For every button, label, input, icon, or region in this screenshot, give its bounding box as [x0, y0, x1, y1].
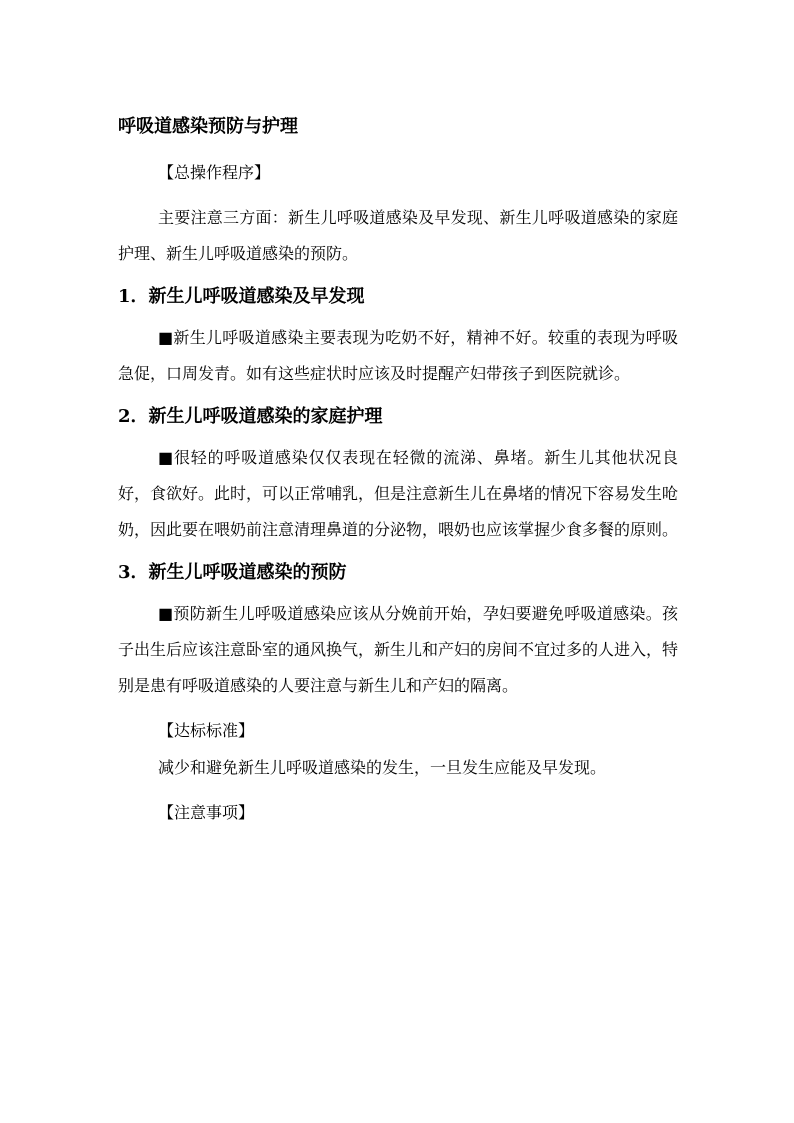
section-body: ■预防新生儿呼吸道感染应该从分娩前开始，孕妇要避免呼吸道感染。孩子出生后应该注意卧室的通风换气，新生儿和产妇的房间不宜过多的人进入，特别是患有呼吸道感染的人要注意与新生儿和产妇的隔离。	[118, 604, 679, 695]
section-heading: 2．新生儿呼吸道感染的家庭护理	[118, 406, 383, 427]
section-body: ■很轻的呼吸道感染仅仅表现在轻微的流涕、鼻堵。新生儿其他状况良好，食欲好。此时，可以正常哺乳，但是注意新生儿在鼻堵的情况下容易发生呛奶，因此要在喂奶前注意清理鼻道的分泌物，喂奶也应该掌握少食多餐的原则。	[118, 448, 679, 539]
intro-paragraph: 主要注意三方面：新生儿呼吸道感染及早发现、新生儿呼吸道感染的家庭护理、新生儿呼吸道感染的预防。	[118, 208, 678, 263]
section-1	[118, 278, 678, 392]
standard-paragraph: 减少和避免新生儿呼吸道感染的发生，一旦发生应能及早发现。	[158, 758, 607, 777]
section-body: ■新生儿呼吸道感染主要表现为吃奶不好，精神不好。较重的表现为呼吸急促，口周发青。如有这些症状时应该及时提醒产妇带孩子到医院就诊。	[118, 328, 678, 383]
standard-label: 【达标标准】	[158, 721, 255, 740]
section-heading: 3．新生儿呼吸道感染的预防	[118, 562, 347, 583]
section-heading: 1．新生儿呼吸道感染及早发现	[118, 286, 365, 307]
section-2	[118, 398, 678, 548]
document-page	[118, 108, 678, 832]
notes-label: 【注意事项】	[158, 803, 255, 822]
section-3	[118, 554, 678, 704]
page-title: 呼吸道感染预防与护理	[118, 116, 298, 137]
general-procedure-label: 【总操作程序】	[158, 163, 271, 182]
